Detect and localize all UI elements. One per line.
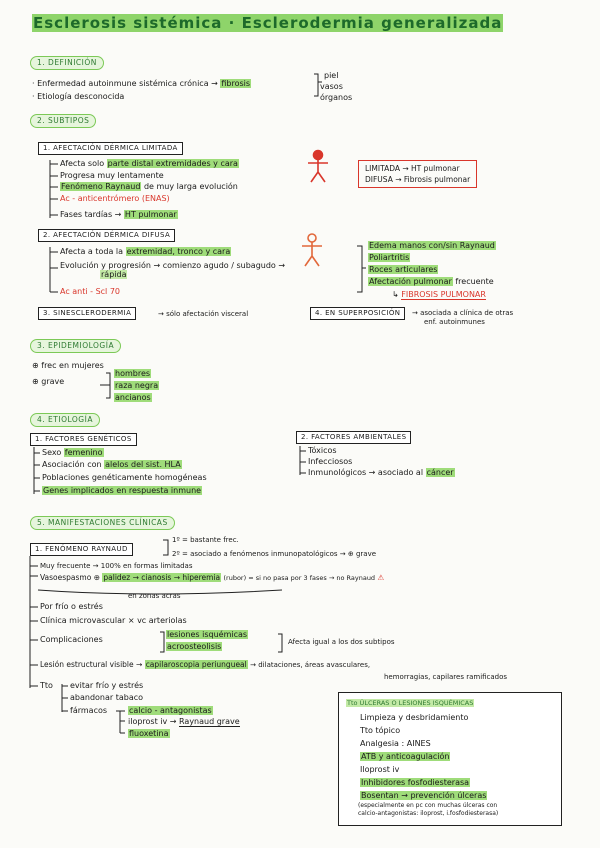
ray-tto-2: abandonar tabaco xyxy=(70,693,144,702)
ray-frio: Por frío o estrés xyxy=(40,602,103,611)
ulcer-item: Limpieza y desbridamiento xyxy=(360,713,469,722)
section-definicion-pill: 1. DEFINICIÓN xyxy=(30,56,104,70)
ray-lesion: Lesión estructural visible → capilaroscopia periungueal → dilataciones, áreas avasculares, xyxy=(40,660,371,669)
ray-micro: Clínica microvascular × vc arteriolas xyxy=(40,616,187,625)
ray-tto: Tto xyxy=(40,681,53,690)
ulcer-item: Iloprost iv xyxy=(360,765,400,774)
ulcer-item: Inhibidores fosfodiesterasa xyxy=(361,778,470,787)
ulcer-item: Tto tópico xyxy=(360,726,401,735)
definition-text: · Enfermedad autoinmune sistémica crónica → fibrosis xyxy=(32,79,251,88)
definition-targets: piel vasos órganos xyxy=(320,71,353,102)
section-subtipos-pill: 2. SUBTIPOS xyxy=(30,114,96,128)
amb-line-2: Infecciosos xyxy=(308,457,353,466)
ray-farm-2: iloprost iv → Raynaud grave xyxy=(128,717,240,726)
section-etiologia-pill: 4. ETIOLOGÍA xyxy=(30,413,100,427)
epid-line-2: ⊕ grave xyxy=(32,377,65,386)
dif-line-1: Afecta a toda la extremidad, tronco y cara xyxy=(60,247,231,256)
raynaud-title: 1. FENÓMENO RAYNAUD xyxy=(30,543,133,556)
ray-zonas: en zonas acras xyxy=(128,592,181,600)
ulcer-note: (especialmente en pc con muchas úlceras con calcio-antagonistas: iloprost, i.fosfodiesterasa) xyxy=(358,802,499,817)
ulcer-list xyxy=(360,711,487,802)
lim-line-1: Afecta solo parte distal extremidades y cara xyxy=(60,159,238,168)
ray-comp: Complicaciones xyxy=(40,635,103,644)
ulcer-item: ATB y anticoagulación xyxy=(361,752,450,761)
ray-tto-1: evitar frío y estrés xyxy=(70,681,144,690)
ambient-title: 2. FACTORES AMBIENTALES xyxy=(296,431,411,444)
subtype-sine-title: 3. SINESCLERODERMIA xyxy=(38,307,136,320)
dif-manif-4: Afectación pulmonar frecuente xyxy=(369,277,494,286)
ray-farm-1: calcio - antagonistas xyxy=(129,706,212,715)
section-epidemiologia-pill: 3. EPIDEMIOLOGÍA xyxy=(30,339,121,353)
section-manifestaciones-pill: 5. MANIFESTACIONES CLÍNICAS xyxy=(30,516,175,530)
subtype-diffuse-title: 2. AFECTACIÓN DÉRMICA DIFUSA xyxy=(38,229,175,242)
overlap-text: → asociada a clínica de otras enf. autoinmunes xyxy=(412,309,514,326)
genetic-title: 1. FACTORES GENÉTICOS xyxy=(30,433,137,446)
amb-line-1: Tóxicos xyxy=(308,446,337,455)
dif-manif-3: Roces articulares xyxy=(369,265,438,274)
ray-type-2: 2º = asociado a fenómenos inmunopatológicos → ⊕ grave xyxy=(172,550,377,558)
title-text: Esclerosis sistémica · Esclerodermia generalizada xyxy=(33,14,503,32)
sine-text: → sólo afectación visceral xyxy=(158,310,249,318)
lim-line-2: Progresa muy lentamente xyxy=(60,171,164,180)
etiology-text: · Etiología desconocida xyxy=(32,92,125,101)
ray-afecta: Afecta igual a los dos subtipos xyxy=(288,638,395,646)
amb-line-3: Inmunológicos → asociado al cáncer xyxy=(308,468,454,477)
gen-line-4: Genes implicados en respuesta inmune xyxy=(43,486,202,495)
dif-manif-1: Edema manos con/sin Raynaud xyxy=(369,241,495,250)
gen-line-2: Asociación con alelos del sist. HLA xyxy=(42,460,181,469)
epid-line-1: ⊕ frec en mujeres xyxy=(32,361,104,370)
epid-sub: hombres raza negra ancianos xyxy=(115,369,159,402)
ulcer-title: Tto ÚLCERAS O LESIONES ISQUÉMICAS xyxy=(347,699,474,707)
ray-type-1: 1º = bastante frec. xyxy=(172,536,239,544)
figure-limited-icon xyxy=(308,151,328,183)
ray-farm-3: fluoxetina xyxy=(129,729,169,738)
subtype-limited-title: 1. AFECTACIÓN DÉRMICA LIMITADA xyxy=(38,142,183,155)
dif-line-2: Evolución y progresión → comienzo agudo / subagudo → rápida xyxy=(60,261,286,279)
lim-line-3: Fenómeno Raynaud de muy larga evolución xyxy=(61,182,238,191)
gen-line-3: Poblaciones genéticamente homogéneas xyxy=(42,473,207,482)
gen-line-1: Sexo femenino xyxy=(42,448,103,457)
ray-farm: fármacos xyxy=(70,706,108,715)
ray-lesion-2: hemorragias, capilares ramificados xyxy=(384,673,508,681)
ray-comp-list: lesiones isquémicas acroosteolisis xyxy=(167,630,248,651)
ulcer-item: Bosentan → prevención úlceras xyxy=(361,791,487,800)
ray-line-1: Muy frecuente → 100% en formas limitadas xyxy=(40,562,193,570)
subtype-overlap-title: 4. EN SUPERPOSICIÓN xyxy=(310,307,405,320)
ray-line-vaso: Vasoespasmo ⊕ palidez → cianosis → hiperemia (rubor) = si no pasa por 3 fases → no Raynaud ⚠ xyxy=(40,573,385,582)
ulcer-item: Analgesia : AINES xyxy=(360,739,431,748)
dif-manif-5: ↳ FIBROSIS PULMONAR xyxy=(392,290,486,299)
figure-diffuse-icon xyxy=(302,234,322,266)
lim-line-4: Ac - anticentrómero (ENAS) xyxy=(60,194,170,203)
subtype-compare-box: LIMITADA → HT pulmonar DIFUSA → Fibrosis pulmonar xyxy=(358,160,477,188)
dif-line-3: Ac anti - Scl 70 xyxy=(60,287,120,296)
lim-line-5: Fases tardías → HT pulmonar xyxy=(60,210,177,219)
dif-manif-2: Poliartritis xyxy=(369,253,410,262)
